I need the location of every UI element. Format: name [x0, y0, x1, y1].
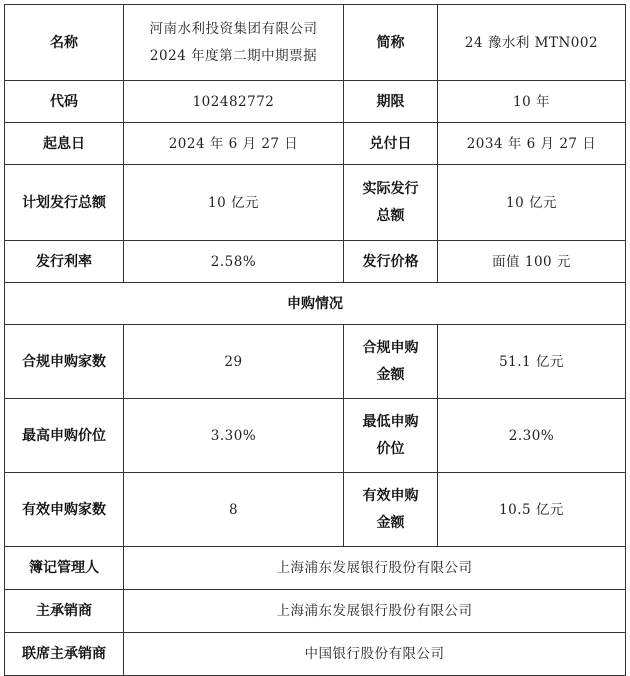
value-date-label: 起息日 — [5, 123, 124, 165]
compliant-amount-value: 51.1 亿元 — [438, 325, 626, 399]
bookrunner-label: 簿记管理人 — [5, 547, 124, 590]
price-value: 面值 100 元 — [438, 241, 626, 283]
row-value-date — [5, 123, 626, 165]
name-label: 名称 — [5, 5, 124, 81]
price-label: 发行价格 — [344, 241, 438, 283]
term-label: 期限 — [344, 81, 438, 123]
short-name-label: 简称 — [344, 5, 438, 81]
actual-amount-value: 10 亿元 — [438, 165, 626, 241]
row-section — [5, 283, 626, 325]
name-value — [124, 5, 344, 81]
row-lead — [5, 590, 626, 633]
rate-value: 2.58% — [124, 241, 344, 283]
lead-underwriter-value: 上海浦东发展银行股份有限公司 — [124, 590, 626, 633]
co-lead-underwriter-value: 中国银行股份有限公司 — [124, 633, 626, 676]
lead-underwriter-label: 主承销商 — [5, 590, 124, 633]
compliant-amount-label-line1: 合规申购 — [362, 339, 419, 356]
effective-amount-label-line1: 有效申购 — [362, 487, 419, 504]
effective-amount-label — [344, 473, 438, 547]
maturity-date-value: 2034 年 6 月 27 日 — [438, 123, 626, 165]
lowest-price-label — [344, 399, 438, 473]
actual-amount-label-line1: 实际发行 — [362, 180, 419, 197]
highest-price-label: 最高申购价位 — [5, 399, 124, 473]
row-price — [5, 399, 626, 473]
row-bookrunner — [5, 547, 626, 590]
planned-amount-value: 10 亿元 — [124, 165, 344, 241]
row-amount — [5, 165, 626, 241]
name-value-line1: 河南水利投资集团有限公司 — [149, 20, 318, 37]
row-code — [5, 81, 626, 123]
row-colead — [5, 633, 626, 676]
effective-amount-value: 10.5 亿元 — [438, 473, 626, 547]
maturity-date-label: 兑付日 — [344, 123, 438, 165]
compliant-count-label: 合规申购家数 — [5, 325, 124, 399]
highest-price-value: 3.30% — [124, 399, 344, 473]
planned-amount-label: 计划发行总额 — [5, 165, 124, 241]
row-rate — [5, 241, 626, 283]
rate-label: 发行利率 — [5, 241, 124, 283]
section-title: 申购情况 — [5, 283, 626, 325]
row-name — [5, 5, 626, 81]
actual-amount-label — [344, 165, 438, 241]
effective-count-label: 有效申购家数 — [5, 473, 124, 547]
name-value-line2: 2024 年度第二期中期票据 — [149, 47, 318, 64]
effective-amount-label-line2: 金额 — [376, 514, 405, 531]
effective-count-value: 8 — [124, 473, 344, 547]
compliant-count-value: 29 — [124, 325, 344, 399]
bookrunner-value: 上海浦东发展银行股份有限公司 — [124, 547, 626, 590]
term-value: 10 年 — [438, 81, 626, 123]
code-label: 代码 — [5, 81, 124, 123]
issuance-table — [4, 4, 626, 676]
lowest-price-label-line1: 最低申购 — [362, 413, 419, 430]
row-compliant — [5, 325, 626, 399]
code-value: 102482772 — [124, 81, 344, 123]
value-date-value: 2024 年 6 月 27 日 — [124, 123, 344, 165]
compliant-amount-label-line2: 金额 — [376, 366, 405, 383]
lowest-price-label-line2: 价位 — [376, 440, 405, 457]
compliant-amount-label — [344, 325, 438, 399]
row-effective — [5, 473, 626, 547]
short-name-value: 24 豫水利 MTN002 — [438, 5, 626, 81]
lowest-price-value: 2.30% — [438, 399, 626, 473]
actual-amount-label-line2: 总额 — [376, 207, 405, 224]
co-lead-underwriter-label: 联席主承销商 — [5, 633, 124, 676]
